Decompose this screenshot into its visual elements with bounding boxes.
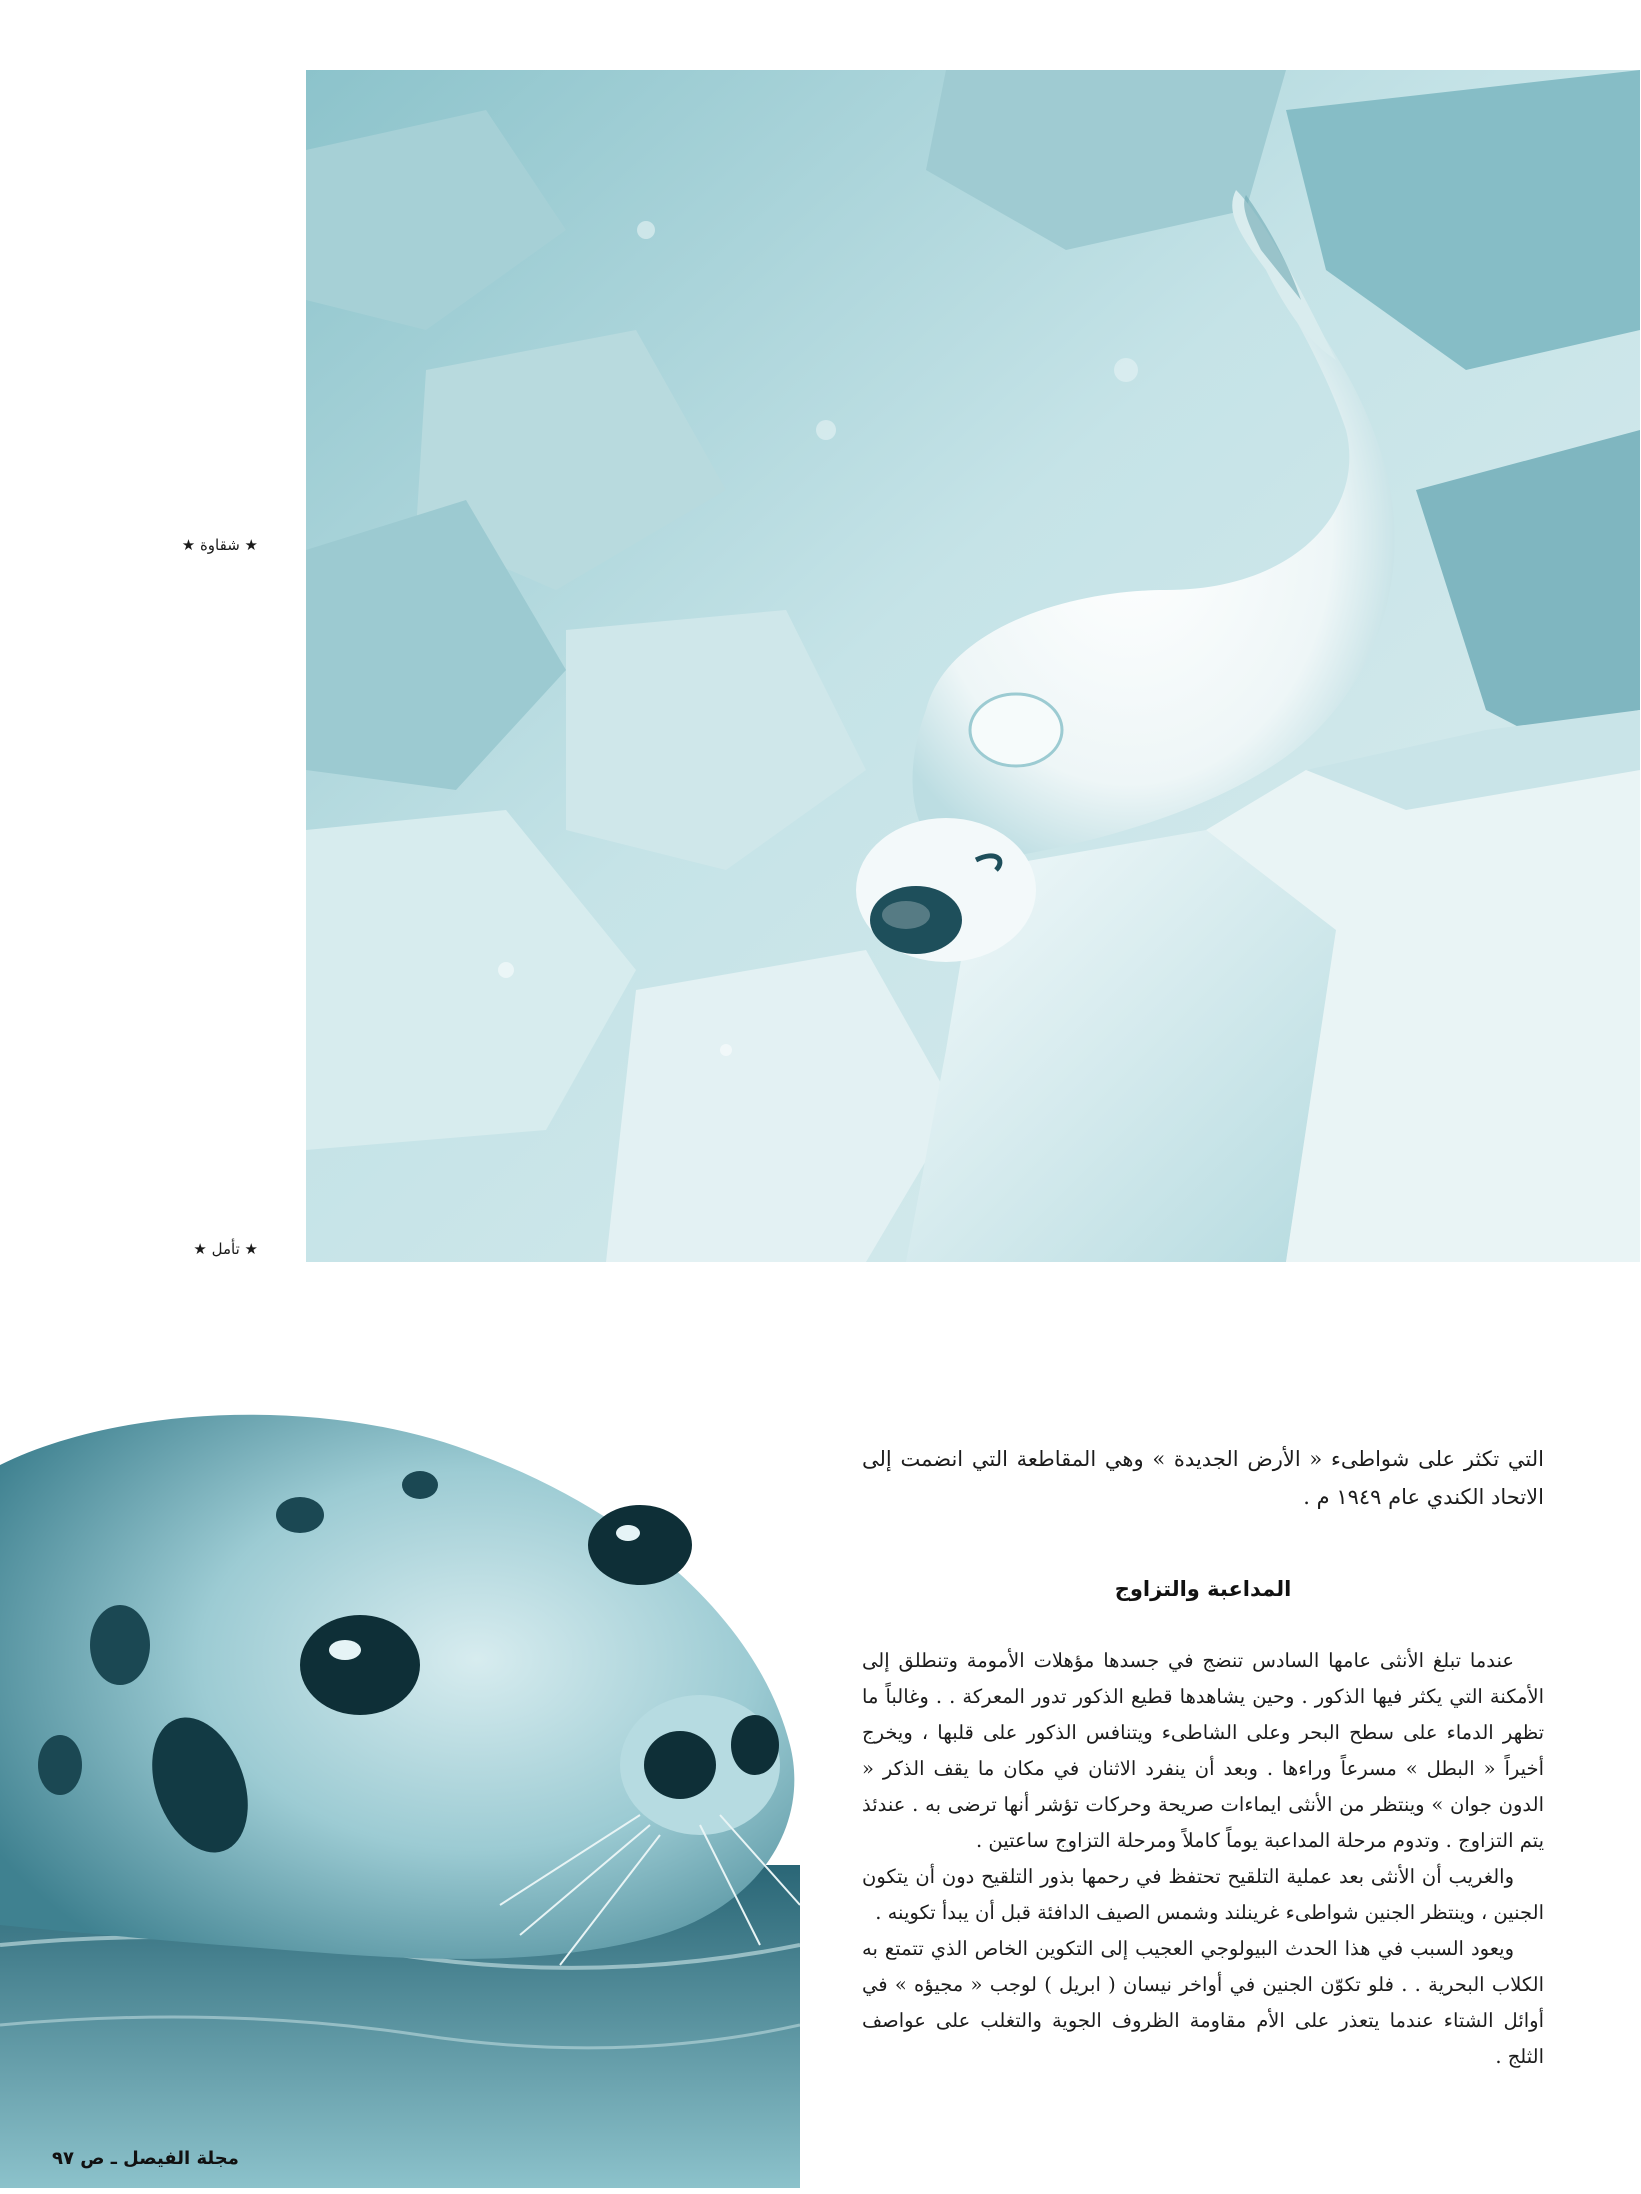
- article-paragraph: ويعود السبب في هذا الحدث البيولوجي العجيب إلى التكوين الخاص الذي تتمتع به الكلاب البحرية . . فلو تكوّن الجنين في أواخر نيسان ( ابريل ) لوجب « مجيؤه » في أوائل الشتاء عندما يتعذر على الأم مقاومة الظروف الجوية والتغلب على عواصف الثلج .: [862, 1937, 1544, 2068]
- article-body: [862, 1643, 1544, 2075]
- seal-pup-illustration: [306, 70, 1640, 1262]
- seal-pup-photo: [306, 70, 1640, 1262]
- photo-caption-contemplation: ★ تأمل ★: [193, 1240, 258, 1258]
- page-footer: مجلة الفيصل ـ ص ٩٧: [52, 2148, 239, 2169]
- photo-caption-mischief: ★ شقاوة ★: [181, 536, 258, 554]
- section-heading: المداعبة والتزاوج: [1114, 1577, 1292, 1601]
- article-paragraph: والغريب أن الأنثى بعد عملية التلقيح تحتفظ في رحمها بذور التلقيح دون أن يتكون الجنين ، وينتظر الجنين شواطىء غرينلند وشمس الصيف الدافئة قبل أن يبدأ تكوينه .: [862, 1865, 1544, 1924]
- article-intro: التي تكثر على شواطىء « الأرض الجديدة » وهي المقاطعة التي انضمت إلى الاتحاد الكندي عام ١٩٤٩ م .: [862, 1447, 1544, 1509]
- article-paragraph: عندما تبلغ الأنثى عامها السادس تنضج في جسدها مؤهلات الأمومة وتنطلق إلى الأمكنة التي يكثر فيها الذكور . وحين يشاهدها قطيع الذكور تدور المعركة . . وغالباً ما تظهر الدماء على سطح البحر وعلى الشاطىء ويتنافس الذكور على قلبها ، ويخرج أخيراً « البطل » مسرعاً وراءها . وبعد أن ينفرد الاثنان في مكان ما يقف الذكر « الدون جوان » وينتظر من الأنثى ايماءات صريحة وحركات تؤشر أنها ترضى به . عندئذ يتم التزاوج . وتدوم مرحلة المداعبة يوماً كاملاً ومرحلة التزاوج ساعتين .: [862, 1649, 1544, 1852]
- seal-head-photo: [0, 1345, 800, 2188]
- seal-head-illustration: [0, 1345, 800, 2188]
